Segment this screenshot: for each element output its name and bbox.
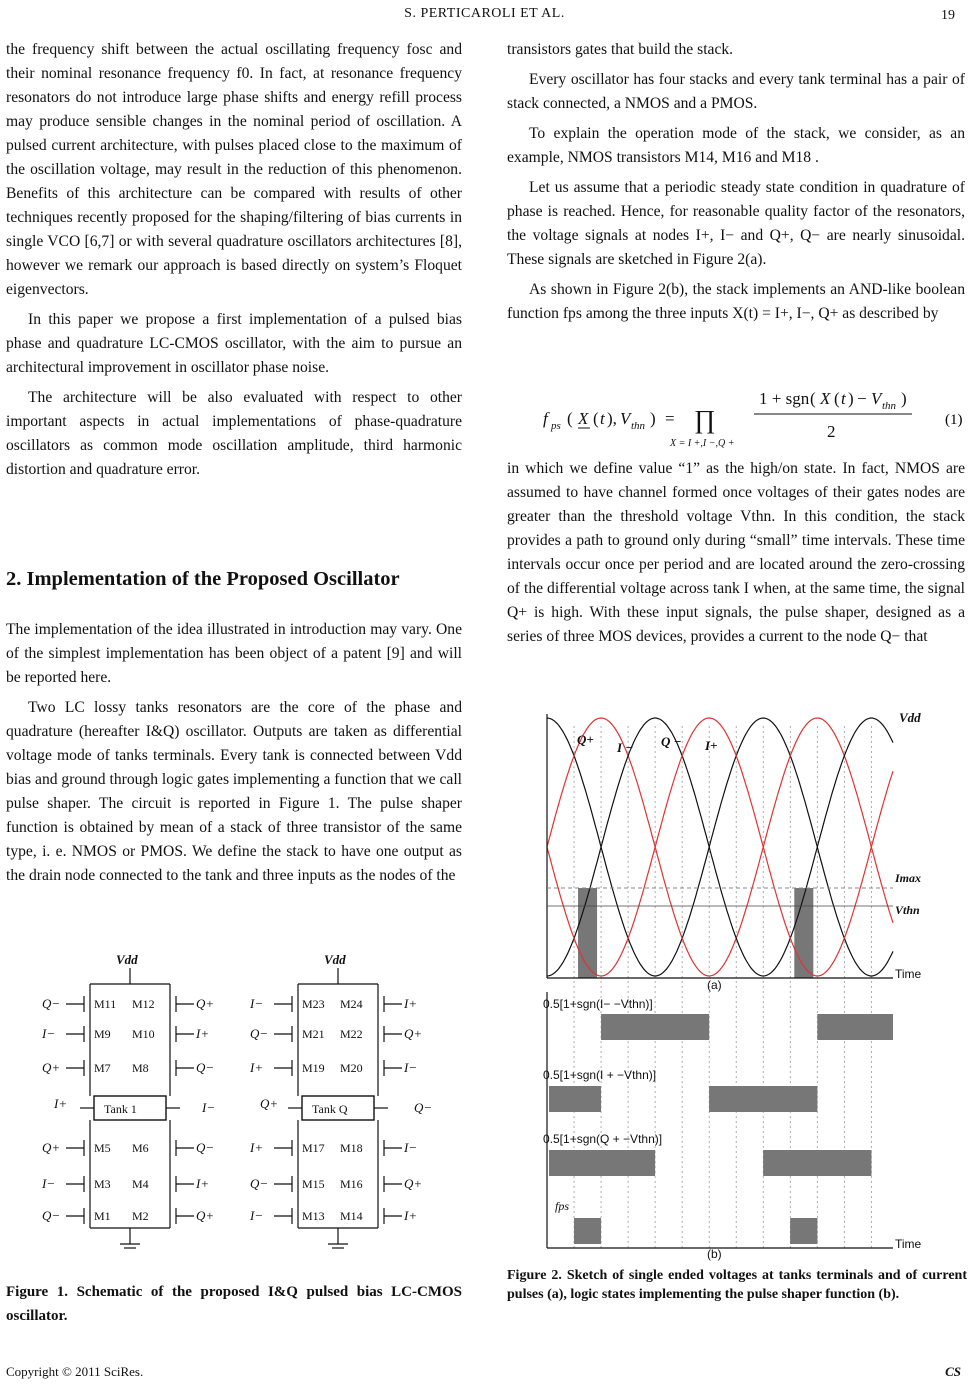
svg-text:(: ( [593, 409, 599, 428]
svg-text:X: X [820, 389, 831, 408]
transistor-label: M13 [302, 1209, 325, 1223]
svg-text:t: t [600, 409, 605, 428]
svg-text:): ) [650, 409, 656, 428]
page-number: 19 [941, 8, 955, 23]
current-pulse [578, 888, 597, 978]
transistor-label: M21 [302, 1027, 325, 1041]
gate-node-label: I+ [404, 996, 418, 1011]
paragraph: Every oscillator has four stacks and every tank terminal has a pair of stack connected, a NMOS and a PMOS. [507, 71, 965, 112]
gate-node-label: Q+ [42, 1060, 61, 1075]
paragraph: To explain the operation mode of the stack, we consider, as an example, NMOS transistors M14, M16 and M18 . [507, 125, 965, 166]
waveform-3 [547, 718, 893, 976]
svg-text:X: X [578, 409, 589, 428]
svg-text:thn: thn [631, 420, 646, 432]
gate-node-label: I− [250, 1208, 264, 1223]
label-a: (a) [707, 978, 722, 992]
paragraph: In this paper we propose a first implementation of a pulsed bias phase and quadrature LC-CMOS oscillator, with the aim to pursue an architectural improvement in oscillator phase noise. [6, 311, 462, 376]
transistor-label: M11 [94, 997, 117, 1011]
label-i-plus: I+ [705, 738, 718, 753]
svg-text:V: V [620, 409, 631, 428]
gate-node-label: I+ [250, 1060, 264, 1075]
svg-text:X = I +,I −,Q +: X = I +,I −,Q + [670, 438, 735, 449]
gate-node-label: I− [42, 1176, 56, 1191]
transistor-label: M23 [302, 997, 325, 1011]
equation-graphic [507, 382, 965, 452]
gate-node-label: Q− [42, 996, 61, 1011]
right-column-2 [507, 457, 965, 655]
transistor-label: M1 [94, 1209, 111, 1223]
svg-text:f: f [543, 409, 548, 428]
svg-text:),: ), [607, 409, 617, 428]
gate-node-label: Q− [196, 1140, 215, 1155]
tankq-node-right: Q− [414, 1100, 433, 1115]
svg-text:−: − [857, 389, 867, 408]
equation-number: (1) [945, 412, 963, 428]
transistor-label: M19 [302, 1061, 325, 1075]
label-vthn: Vthn [895, 903, 920, 917]
schematic-svg [20, 948, 450, 1278]
logic-high-segment-3 [790, 1218, 817, 1244]
figure-2-caption: Figure 2. Sketch of single ended voltages at tanks terminals and of current pulses (a), logic states implementing the pulse shaper function (b). [507, 1268, 967, 1302]
label-q-plus: Q+ [577, 732, 594, 747]
gate-node-label: Q+ [404, 1026, 423, 1041]
left-column-2 [6, 618, 462, 894]
section-heading: 2. Implementation of the Proposed Oscillator [6, 568, 400, 590]
paragraph: The implementation of the idea illustrated in introduction may vary. One of the simplest implementation has been object of a patent [9] and will be reported here. [6, 621, 462, 686]
svg-text:): ) [848, 389, 854, 408]
vdd-label-left: Vdd [116, 952, 138, 967]
trace-label-3: 0.5[1+sgn(Q + −Vthn)] [543, 1132, 663, 1146]
transistor-label: M16 [340, 1177, 363, 1191]
gate-node-label: I− [404, 1140, 418, 1155]
logic-high-segment-3 [574, 1218, 601, 1244]
gate-node-label: Q+ [42, 1140, 61, 1155]
transistor-label: M18 [340, 1141, 363, 1155]
transistor-label: M3 [94, 1177, 111, 1191]
transistor-label: M6 [132, 1141, 149, 1155]
gate-node-label: I+ [250, 1140, 264, 1155]
transistor-label: M5 [94, 1141, 111, 1155]
trace-label-fps: fps [555, 1199, 570, 1213]
waveform-1 [547, 718, 893, 976]
logic-high-segment-1 [709, 1086, 817, 1112]
svg-text:(: ( [810, 389, 816, 408]
transistor-label: M10 [132, 1027, 155, 1041]
transistor-label: M17 [302, 1141, 325, 1155]
gate-node-label: I− [250, 996, 264, 1011]
gate-node-label: Q− [250, 1176, 269, 1191]
logic-high-segment-1 [549, 1086, 601, 1112]
transistor-label: M15 [302, 1177, 325, 1191]
gate-node-label: Q− [42, 1208, 61, 1223]
transistor-label: M20 [340, 1061, 363, 1075]
transistor-label: M7 [94, 1061, 111, 1075]
transistor-label: M8 [132, 1061, 149, 1075]
page-header [0, 6, 969, 32]
page-footer [6, 1364, 961, 1380]
trace-label-2: 0.5[1+sgn(I + −Vthn)] [543, 1068, 657, 1082]
label-b: (b) [707, 1247, 722, 1261]
gate-node-label: Q+ [196, 1208, 215, 1223]
transistor-label: M24 [340, 997, 363, 1011]
label-time-a: Time [895, 967, 922, 981]
svg-text:ps: ps [551, 420, 561, 432]
vdd-label-right: Vdd [324, 952, 346, 967]
gate-node-label: Q− [196, 1060, 215, 1075]
current-pulse [794, 888, 813, 978]
gate-node-label: I+ [196, 1176, 210, 1191]
paragraph: Two LC lossy tanks resonators are the core of the phase and quadrature (hereafter I&Q) oscillator. Outputs are taken as differential voltage mode of tanks terminals. Every tank is connected between Vdd bias and ground through logic gates implementing a function that we call pulse shaper. The circuit is reported in Figure 1. The pulse shaper function is obtained by mean of a stack of three transistor of the same type, i. e. NMOS or PMOS. We define the stack to have one output as the drain node connected to the tank and three inputs as the nodes of the [6, 699, 463, 884]
logic-high-segment-2 [549, 1150, 655, 1176]
label-vdd: Vdd [899, 710, 921, 725]
gate-node-label: Q− [250, 1026, 269, 1041]
label-i-minus: I − [617, 740, 634, 755]
logic-high-segment-0 [817, 1014, 893, 1040]
figure-2-sketch [537, 706, 961, 1262]
paragraph: Let us assume that a periodic steady state condition in quadrature of phase is reached. Hence, for reasonable quality factor of the resonators, the voltage signals at nodes I+, I− and Q+, Q− are nearly sinusoidal. These signals are sketched in Figure 2(a). [507, 179, 965, 268]
waveform-0 [547, 718, 893, 976]
svg-text:(: ( [834, 389, 840, 408]
tank1-label: Tank 1 [104, 1102, 137, 1116]
logic-high-segment-0 [601, 1014, 709, 1040]
logic-high-segment-2 [763, 1150, 871, 1176]
waveform-2 [547, 718, 893, 976]
transistor-label: M12 [132, 997, 155, 1011]
paragraph: transistors gates that build the stack. [507, 41, 734, 58]
svg-text:1 + sgn: 1 + sgn [759, 389, 810, 408]
transistor-label: M22 [340, 1027, 363, 1041]
transistor-label: M9 [94, 1027, 111, 1041]
gate-node-label: I+ [404, 1208, 418, 1223]
svg-text:V: V [871, 389, 882, 408]
tank1-node-right: I− [202, 1100, 216, 1115]
label-time-b: Time [895, 1237, 922, 1251]
svg-text:=: = [665, 409, 675, 428]
svg-text:∏: ∏ [694, 405, 716, 434]
paragraph: As shown in Figure 2(b), the stack implements an AND-like boolean function fps among the three inputs X(t) = I+, I−, Q+ as described by [507, 281, 965, 322]
figure-1-caption: Figure 1. Schematic of the proposed I&Q pulsed bias LC-CMOS oscillator. [6, 1284, 462, 1324]
svg-text:t: t [841, 389, 846, 408]
tankq-node-left: Q+ [260, 1096, 279, 1111]
gate-node-label: I+ [196, 1026, 210, 1041]
figure-1-schematic [20, 948, 450, 1278]
equation-1 [507, 382, 965, 452]
paragraph: The architecture will be also evaluated with respect to other important aspects in actual implementations of phase-quadrature oscillators as common mode oscillation amplitude, third harmonic distortion and quadrature error. [6, 389, 462, 478]
gate-node-label: I− [42, 1026, 56, 1041]
running-title: S. PERTICAROLI ET AL. [404, 6, 565, 21]
transistor-label: M2 [132, 1209, 149, 1223]
gate-node-label: Q+ [404, 1176, 423, 1191]
svg-text:(: ( [567, 409, 573, 428]
tank1-node-left: I+ [54, 1096, 68, 1111]
tankq-label: Tank Q [312, 1102, 348, 1116]
left-column [6, 38, 462, 488]
transistor-label: M14 [340, 1209, 363, 1223]
transistor-label: M4 [132, 1177, 149, 1191]
label-q-minus: Q − [661, 734, 682, 749]
svg-text:thn: thn [882, 400, 897, 412]
trace-label-1: 0.5[1+sgn(I− −Vthn)] [543, 997, 653, 1011]
svg-text:): ) [901, 389, 907, 408]
right-column [507, 38, 965, 332]
copyright: Copyright © 2011 SciRes. [6, 1364, 144, 1379]
gate-node-label: I− [404, 1060, 418, 1075]
paragraph: the frequency shift between the actual oscillating frequency fosc and their nominal resonance frequency f0. In fact, at resonance frequency resonators do not introduce large phase shifts and energy refill process may produce sensible changes in the nominal period of oscillation. A pulsed current architecture, with pulses placed close to the maximum of the oscillation voltage, may result in the reduction of this phenomenon. Benefits of this architecture can be compared with results of other techniques recently proposed for the shaping/filtering of bias currents in single VCO [6,7] or with several quadrature oscillators architectures [8], however we remark our approach is based directly on system’s Floquet eigenvectors. [6, 41, 462, 298]
waveform-svg [537, 706, 961, 1262]
svg-text:2: 2 [827, 422, 836, 441]
gate-node-label: Q+ [196, 996, 215, 1011]
journal-code: CS [945, 1364, 961, 1379]
paragraph: in which we define value “1” as the high/on state. In fact, NMOS are assumed to have channel formed once voltages of their gates nodes are greater than the threshold voltage Vthn. In this condition, the stack provides a path to ground only during “small” time intervals. These time intervals occur once per period and are located around the zero-crossing of the differential voltage across tank I when, at the same time, the signal Q+ is high. With these input signals, the pulse shaper, designed as a series of three MOS devices, provides a current to the node Q− that [507, 460, 965, 645]
label-imax: Imax [895, 871, 922, 885]
